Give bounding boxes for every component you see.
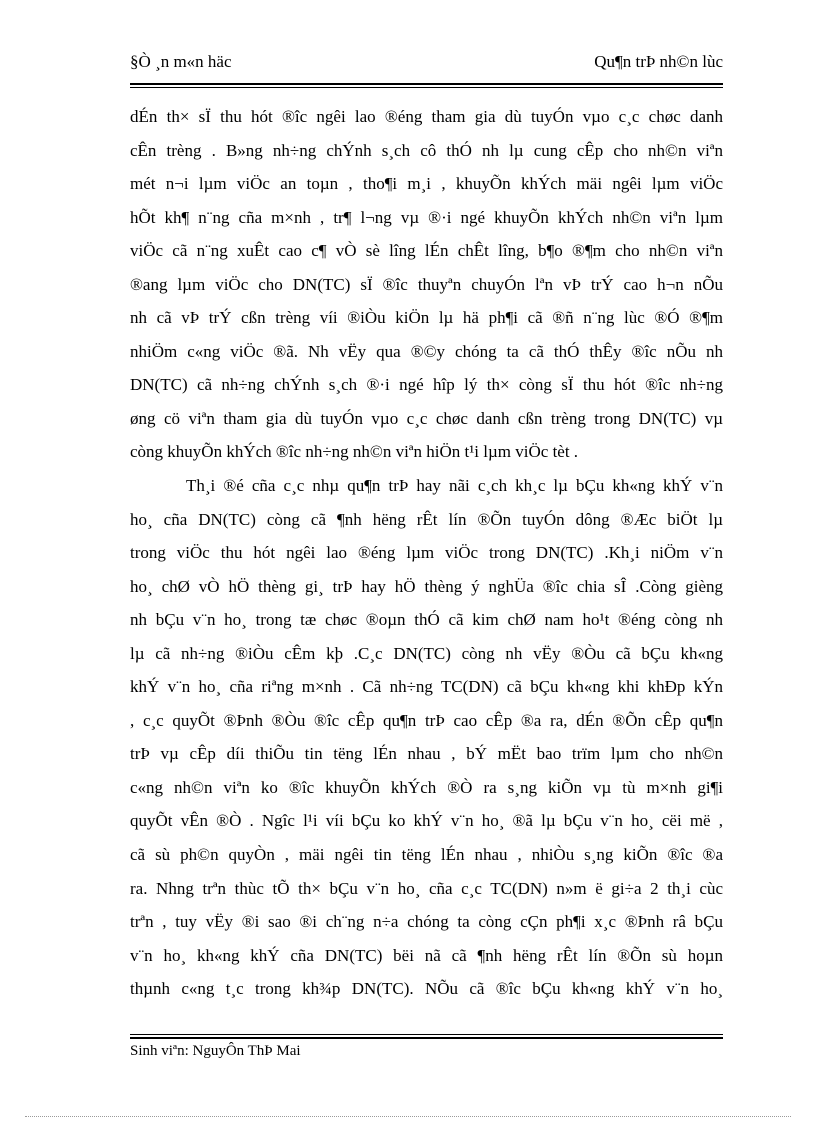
paragraph-line: ra. Nhng trªn thùc tÕ th× bÇu v¨n ho¸ cña c¸c TC(DN) n»m ë gi÷a 2 th¸i cùc xyxy=(130,878,723,898)
paragraph-line: lµ cã nh÷ng ®iÒu cÊm kþ .C¸c DN(TC) còng nh vËy ®Òu cã bÇu kh«ng xyxy=(130,643,723,663)
paragraph-line: trªn , tuy vËy ®i sao ®i ch¨ng n÷a chóng ta còng cÇn ph¶i x¸c ®Þnh râ bÇu xyxy=(130,912,723,932)
header-subject: §Ò ¸n m«n häc xyxy=(130,52,232,71)
paragraph-first-line: Th¸i ®é cña c¸c nhµ qu¶n trÞ hay nãi c¸ch kh¸c lµ bÇu kh«ng khÝ v¨n xyxy=(186,476,723,496)
paragraph-line: nh bÇu v¨n ho¸ trong tæ chøc ®oµn thÓ cã kim chØ nam ho¹t ®éng còng nh xyxy=(130,610,723,630)
header-rule-thin xyxy=(130,87,723,88)
paragraph-line: ho¸ cña DN(TC) còng cã ¶nh hëng rÊt lín ®Õn tuyÓn dông ®Æc biÖt lµ xyxy=(130,509,723,529)
paragraph-line: ho¸ chØ vÒ hÖ thèng gi¸ trÞ hay hÖ thèng ý nghÜa ®îc chia sÎ .Còng gièng xyxy=(130,576,723,596)
paragraph-line: hÕt kh¶ n¨ng cña m×nh , tr¶ l¬ng vµ ®·i ngé khuyÕn khÝch nh©n viªn lµm xyxy=(130,207,723,227)
paragraph-line: ®ang lµm viÖc cho DN(TC) sÏ ®îc thuyªn chuyÓn lªn vÞ trÝ cao h¬n nÕu xyxy=(130,274,723,294)
paragraph-line: mét n¬i lµm viÖc an toµn , tho¶i m¸i , khuyÕn khÝch mäi ngêi lµm viÖc xyxy=(130,174,723,194)
paragraph-line: c«ng nh©n viªn ko ®îc khuyÕn khÝch ®Ò ra s¸ng kiÕn vµ tù m×nh gi¶i xyxy=(130,777,723,797)
body-text xyxy=(130,100,723,1006)
page-bottom-edge xyxy=(25,1116,791,1117)
paragraph-line: nhiÖm c«ng viÖc ®ã. Nh vËy qua ®©y chóng ta cã thÓ thÊy ®îc nÕu nh xyxy=(130,341,723,361)
paragraph-line: nh cã vÞ trÝ cßn trèng víi ®iÒu kiÖn lµ hä ph¶i cã ®ñ n¨ng lùc ®Ó ®¶m xyxy=(130,308,723,328)
paragraph-line: øng cö viªn tham gia dù tuyÓn vµo c¸c chøc danh cßn trèng trong DN(TC) vµ xyxy=(130,408,723,428)
paragraph-line: dÉn th× sÏ thu hót ®îc ngêi lao ®éng tham gia dù tuyÓn vµo c¸c chøc danh xyxy=(130,107,723,126)
paragraph-line: quyÕt vÊn ®Ò . Ngîc l¹i víi bÇu ko khÝ v¨n ho¸ ®ã lµ bÇu v¨n ho¸ cëi më , xyxy=(130,811,723,831)
header-rule xyxy=(130,83,723,85)
footer-rule xyxy=(130,1037,723,1039)
page-header xyxy=(130,52,723,78)
header-course-title: Qu¶n trÞ nh©n lùc xyxy=(594,52,723,71)
page-footer-author: Sinh viªn: NguyÔn ThÞ Mai xyxy=(130,1043,301,1059)
paragraph-line: , c¸c quyÕt ®Þnh ®Òu ®îc cÊp qu¶n trÞ cao cÊp ®a ra, dÉn ®Õn cÊp qu¶n xyxy=(130,710,723,730)
footer-rule-thin xyxy=(130,1034,723,1035)
paragraph-line: còng khuyÕn khÝch ®îc nh÷ng nh©n viªn hiÖn t¹i lµm viÖc tèt . xyxy=(130,442,579,462)
paragraph-line: viÖc cã n¨ng xuÊt cao c¶ vÒ sè lîng lÉn chÊt lîng, b¶o ®¶m cho nh©n viªn xyxy=(130,241,723,261)
paragraph-line: cÊn trèng . B»ng nh÷ng chÝnh s¸ch cô thÓ nh lµ cung cÊp cho nh©n viªn xyxy=(130,140,723,160)
paragraph-line: trÞ vµ cÊp díi thiÕu tin tëng lÉn nhau , bÝ mËt bao trïm lµm cho nh©n xyxy=(130,744,723,764)
paragraph-line: DN(TC) cã nh÷ng chÝnh s¸ch ®·i ngé hîp lý th× còng sÏ thu hót ®îc nh÷ng xyxy=(130,375,723,395)
paragraph-line: khÝ v¨n ho¸ cña riªng m×nh . Cã nh÷ng TC(DN) cã bÇu kh«ng khi khÐp kÝn xyxy=(130,677,723,697)
paragraph-line: trong viÖc thu hót ngêi lao ®éng lµm viÖc trong DN(TC) .Kh¸i niÖm v¨n xyxy=(130,543,723,563)
paragraph-line: cã sù ph©n quyÒn , mäi ngêi tin tëng lÉn nhau , nhiÒu s¸ng kiÕn ®îc ®a xyxy=(130,845,723,865)
paragraph-line: thµnh c«ng t¸c trong kh¾p DN(TC). NÕu cã ®îc bÇu kh«ng khÝ v¨n ho¸ xyxy=(130,979,723,999)
paragraph-line: v¨n ho¸ kh«ng khÝ cña DN(TC) bëi nã cã ¶nh hëng rÊt lín ®Õn sù hoµn xyxy=(130,945,723,965)
